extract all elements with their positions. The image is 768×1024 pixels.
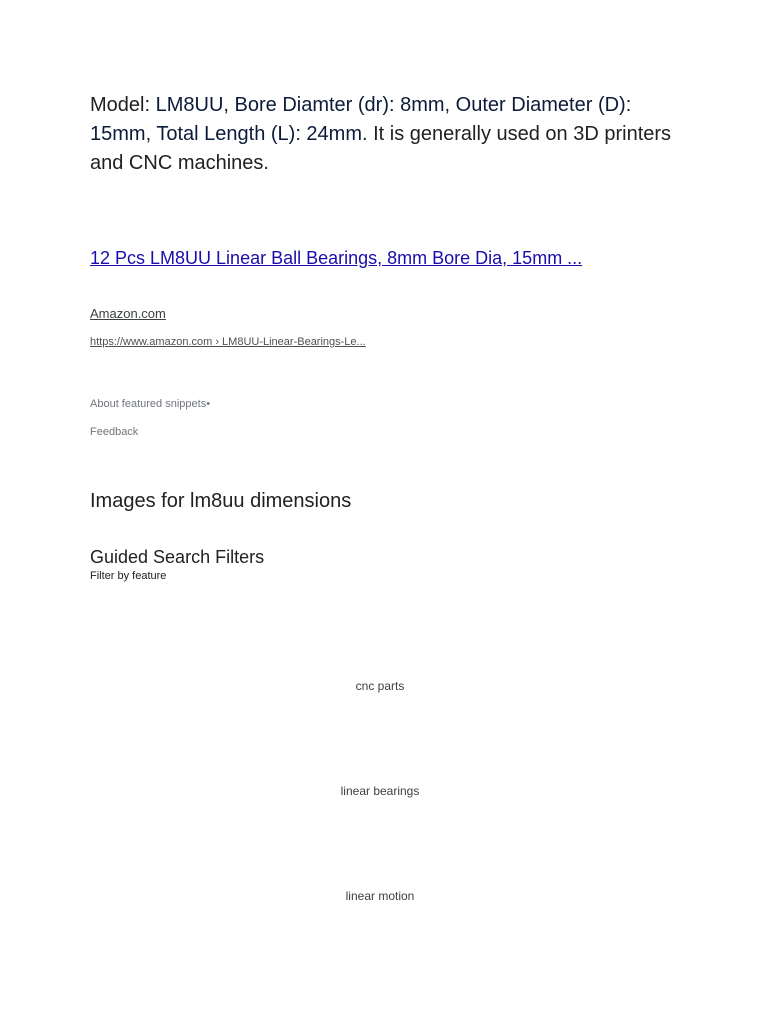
filter-chip-cnc-parts[interactable]: cnc parts [355, 679, 405, 693]
featured-snippet-text [90, 91, 690, 178]
snippet-model-value: LM8UU [155, 94, 224, 116]
result-source-name[interactable]: Amazon.com [90, 306, 166, 321]
filter-chip-linear-motion[interactable]: linear motion [345, 889, 415, 903]
snippet-separator: , [145, 123, 157, 145]
snippet-bore-diameter: Bore Diamter (dr): 8mm [234, 94, 445, 116]
images-section-heading[interactable]: Images for lm8uu dimensions [90, 490, 352, 512]
feedback-link[interactable]: Feedback [90, 426, 139, 438]
filter-chip-linear-bearings[interactable]: linear bearings [340, 784, 420, 798]
snippet-separator: , [223, 94, 235, 116]
guided-filters-subheading: Filter by feature [90, 570, 167, 582]
snippet-separator: , [444, 94, 456, 116]
result-title-link[interactable]: 12 Pcs LM8UU Linear Ball Bearings, 8mm Bore Dia, 15mm ... [90, 248, 583, 268]
result-source-url[interactable]: https://www.amazon.com › LM8UU-Linear-Bearings-Le... [90, 336, 366, 348]
about-featured-snippets-link[interactable]: About featured snippets• [90, 398, 211, 410]
guided-filters-heading: Guided Search Filters [90, 547, 265, 567]
snippet-model-label: Model: [90, 94, 156, 116]
snippet-tail: . It is generally used on 3D printers and CNC machines. [90, 123, 672, 174]
snippet-total-length: Total Length (L): 24mm [156, 123, 362, 145]
snippet-outer-diameter: Outer Diameter (D): 15mm [90, 94, 632, 145]
